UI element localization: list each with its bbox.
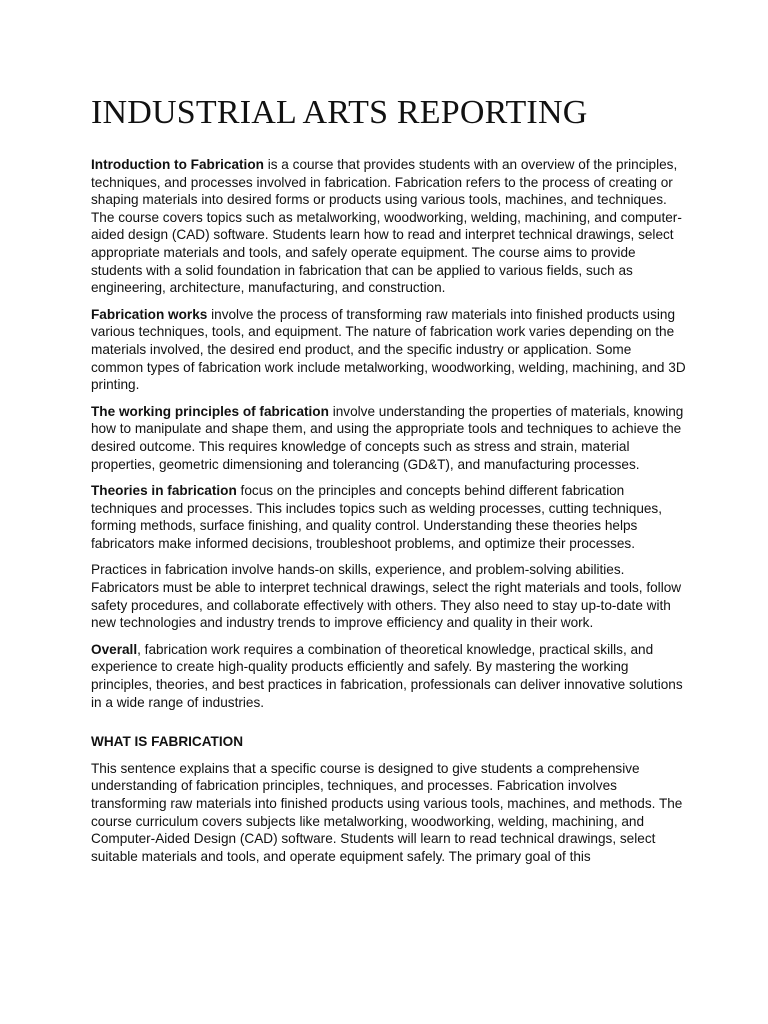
- paragraph-text: is a course that provides students with an overview of the principles, techniques, and processes involved in fabrication. Fabrication refers to the process of creating or shaping materials into desired forms or products using various tools, machines, and techniques. The course covers topics such as metalworking, woodworking, welding, machining, and computer-aided design (CAD) software. Students learn how to read and interpret technical drawings, select appropriate materials and tools, and safely operate equipment. The course aims to provide students with a solid foundation in fabrication that can be applied to various fields, such as engineering, architecture, manufacturing, and construction.: [91, 157, 682, 296]
- document-title: INDUSTRIAL ARTS REPORTING: [91, 94, 588, 131]
- paragraph-overall: [91, 641, 686, 711]
- paragraph-theories: [91, 482, 686, 552]
- paragraph-introduction: [91, 156, 686, 297]
- paragraph-text: involve the process of transforming raw materials into finished products using various techniques, tools, and equipment. The nature of fabrication work varies depending on the materials involved, the desired end product, and the specific industry or application. Some common types of fabrication work include metalworking, woodworking, welding, machining, and 3D printing.: [91, 306, 686, 393]
- paragraph-lead: Theories in fabrication: [91, 483, 237, 499]
- paragraph-what-is-fabrication: This sentence explains that a specific course is designed to give students a comprehensive understanding of fabrication principles, techniques, and processes. Fabrication involves transforming raw materials into finished products using various tools, machines, and methods. The course curriculum covers subjects like metalworking, woodworking, welding, machining, and Computer-Aided Design (CAD) software. Students will learn to read technical drawings, select suitable materials and tools, and operate equipment safely. The primary goal of this: [91, 760, 683, 864]
- paragraph-text: focus on the principles and concepts behind different fabrication techniques and processes. This includes topics such as welding processes, cutting techniques, forming methods, surface finishing, and quality control. Understanding these theories helps fabricators make informed decisions, troubleshoot problems, and optimize their processes.: [91, 483, 663, 551]
- paragraph-text: , fabrication work requires a combination of theoretical knowledge, practical skills, and experience to create high-quality products efficiently and safely. By mastering the working principles, theories, and best practices in fabrication, professionals can deliver innovative solutions in a wide range of industries.: [91, 641, 683, 710]
- section-heading: WHAT IS FABRICATION: [91, 734, 244, 750]
- document-body: [91, 94, 686, 874]
- paragraph-fabrication-works: [91, 306, 686, 394]
- paragraph-text: involve understanding the properties of materials, knowing how to manipulate and shape them, and using the appropriate tools and techniques to achieve the desired outcome. This requires knowledge of concepts such as stress and strain, material properties, geometric dimensioning and tolerancing (GD&T), and manufacturing processes.: [91, 403, 684, 472]
- paragraph-practices: [91, 561, 686, 631]
- paragraph-lead: The working principles of fabrication: [91, 403, 329, 419]
- paragraph-working-principles: [91, 403, 686, 473]
- paragraph-lead: Fabrication works: [91, 306, 208, 322]
- paragraph-lead: Overall: [91, 641, 138, 657]
- paragraph-lead: Introduction to Fabrication: [91, 157, 264, 172]
- paragraph-text: Practices in fabrication involve hands-on skills, experience, and problem-solving abilities. Fabricators must be able to interpret technical drawings, select the right materials and tools, follow safety procedures, and collaborate effectively with others. They also need to stay up-to-date with new technologies and industry trends to improve efficiency and quality in their work.: [91, 562, 682, 631]
